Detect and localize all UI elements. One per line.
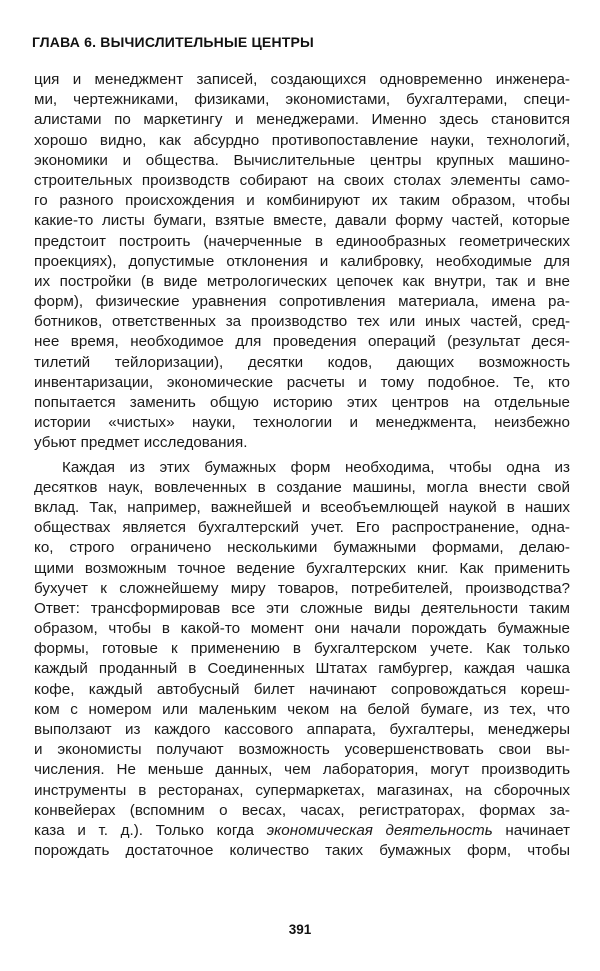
body-text [34, 70, 570, 861]
text-line: и экономисты получают возможность усовершенствовать свои вы- [34, 741, 570, 759]
text-line: экономики и общества. Вычислительные центры крупных машино- [34, 151, 570, 169]
running-head: ГЛАВА 6. ВЫЧИСЛИТЕЛЬНЫЕ ЦЕНТРЫ [32, 34, 314, 50]
text-line: тилетий тейлоризации), десятки кодов, дающих возможность [34, 353, 570, 371]
text-line: хорошо видно, как абсурдно противопоставление науки, технологий, [34, 131, 570, 149]
text-line: форм), физические уравнения сопротивления материала, имена ра- [34, 293, 570, 311]
text-line: проекциях), допустимые отклонения и калибровку, необходимые для [34, 252, 570, 270]
text-line: Каждая из этих бумажных форм необходима, чтобы одна из [62, 458, 570, 476]
text-line: каждый проданный в Соединенных Штатах гамбургер, каждая чашка [34, 660, 570, 678]
text-line: бухучет к сложнейшему миру товаров, потребителей, производства? [34, 579, 570, 597]
text-line: формы, готовые к применению в бухгалтерском учете. Как только [34, 640, 570, 658]
text-line: предстоит построить (начерченные в единообразных геометрических [34, 232, 570, 250]
text-line: щими возможным точное ведение бухгалтерских книг. Как применить [34, 559, 570, 577]
text-line: алистами по маркетингу и менеджерами. Именно здесь становится [34, 111, 570, 129]
text-line: порождать достаточное количество таких бумажных форм, чтобы [34, 842, 570, 860]
text-line: образом, чтобы в какой-то момент они начали порождать бумажные [34, 620, 570, 638]
text-line: ми, чертежниками, физиками, экономистами, бухгалтерами, специ- [34, 91, 570, 109]
text-line-with-emphasis [34, 821, 570, 841]
text-line: строительных производств собирают на своих столах элементы само- [34, 171, 570, 189]
text-line: конвейерах (вспомним о весах, часах, регистраторах, формах за- [34, 801, 570, 819]
page-number: 391 [288, 922, 312, 937]
text-line: выползают из каждого кассового аппарата, бухгалтеры, менеджеры [34, 721, 570, 738]
text-line: числения. Не меньше данных, чем лаборатория, могут производить [34, 761, 570, 779]
text-line: го разного происхождения и комбинируют их таким образом, чтобы [34, 192, 570, 210]
text-line: десятков наук, вовлеченных в создание машины, могла внести свой [34, 478, 570, 496]
text-line: истории «чистых» науки, технологии и менеджмента, неизбежно [34, 414, 570, 432]
text-line: кофе, каждый автобусный билет начинают сопровождаться кореш- [34, 680, 570, 698]
text-run: начинает [492, 821, 570, 839]
text-line: убьют предмет исследования. [34, 434, 248, 452]
text-line: их постройки (в виде метрологических цепочек как внутри, так и вне [34, 272, 570, 290]
text-line: ция и менеджмент записей, создающихся одновременно инженера- [34, 71, 570, 88]
text-line: попытается заменить общую историю этих центров на отдельные [34, 394, 570, 411]
text-line: нее время, необходимое для проведения операций (результат деся- [34, 333, 570, 351]
emphasis-text: экономическая деятельность [266, 821, 493, 839]
text-line: обществах является бухгалтерский учет. Его распространение, одна- [34, 519, 570, 537]
text-line: какие-то листы бумаги, взятые вместе, давали форму частей, которые [34, 212, 570, 230]
text-run: каза и т. д.). Только когда [34, 821, 267, 839]
text-line: ботников, ответственных за производство тех или иных частей, сред- [34, 313, 570, 331]
text-line: инвентаризации, экономические расчеты и тому подобное. Те, кто [34, 373, 570, 391]
text-line: Ответ: трансформировав все эти сложные виды деятельности таким [34, 599, 570, 617]
text-line: вклад. Так, например, важнейшей и всеобъемлющей наукой в наших [34, 498, 570, 516]
text-line: ком с номером или маленьким чеком на белой бумаге, из тех, что [34, 700, 570, 718]
text-line: ко, строго ограничено несколькими бумажными формами, делаю- [34, 539, 570, 557]
text-line: инструменты в ресторанах, супермаркетах, магазинах, на сборочных [34, 781, 570, 799]
